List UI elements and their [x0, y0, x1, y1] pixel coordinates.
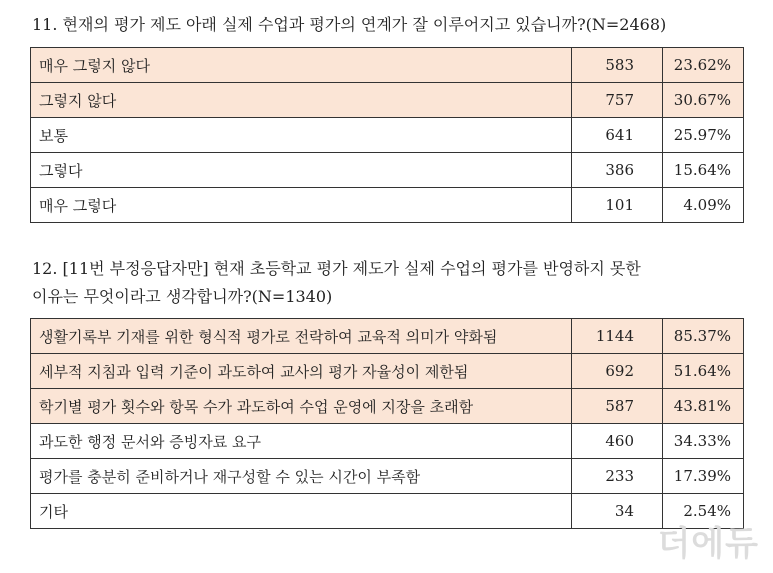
response-count: 101 [572, 188, 663, 223]
table-row [31, 424, 744, 459]
table-row [31, 354, 744, 389]
q11-title: 11. 현재의 평가 제도 아래 실제 수업과 평가의 연계가 잘 이루어지고 있습니까?(N=2468) [32, 15, 667, 34]
table-row [31, 494, 744, 529]
response-label: 보통 [31, 118, 572, 153]
response-percent: 23.62% [663, 48, 744, 83]
response-count: 583 [572, 48, 663, 83]
q11-response-table [30, 47, 744, 223]
response-count: 757 [572, 83, 663, 118]
q12-table-body [31, 319, 744, 529]
table-row [31, 83, 744, 118]
response-label: 과도한 행정 문서와 증빙자료 요구 [31, 424, 572, 459]
table-row [31, 118, 744, 153]
response-label: 세부적 지침과 입력 기준이 과도하여 교사의 평가 자율성이 제한됨 [31, 354, 572, 389]
response-percent: 17.39% [663, 459, 744, 494]
q12-response-table [30, 318, 744, 529]
response-count: 587 [572, 389, 663, 424]
response-count: 692 [572, 354, 663, 389]
response-count: 1144 [572, 319, 663, 354]
response-percent: 51.64% [663, 354, 744, 389]
response-percent: 15.64% [663, 153, 744, 188]
response-count: 386 [572, 153, 663, 188]
table-row [31, 153, 744, 188]
q11-table-body [31, 48, 744, 223]
table-row [31, 319, 744, 354]
response-percent: 4.09% [663, 188, 744, 223]
response-label: 평가를 충분히 준비하거나 재구성할 수 있는 시간이 부족함 [31, 459, 572, 494]
response-count: 460 [572, 424, 663, 459]
response-label: 매우 그렇지 않다 [31, 48, 572, 83]
response-count: 641 [572, 118, 663, 153]
response-percent: 30.67% [663, 83, 744, 118]
response-percent: 25.97% [663, 118, 744, 153]
response-label: 그렇지 않다 [31, 83, 572, 118]
q12-title-line-2: 이유는 무엇이라고 생각합니까?(N=1340) [32, 287, 333, 306]
table-row [31, 389, 744, 424]
response-percent: 85.37% [663, 319, 744, 354]
response-label: 기타 [31, 494, 572, 529]
watermark-logo: 더에듀 [657, 524, 759, 564]
response-label: 그렇다 [31, 153, 572, 188]
response-count: 233 [572, 459, 663, 494]
response-count: 34 [572, 494, 663, 529]
response-percent: 43.81% [663, 389, 744, 424]
response-label: 학기별 평가 횟수와 항목 수가 과도하여 수업 운영에 지장을 초래함 [31, 389, 572, 424]
table-row [31, 188, 744, 223]
table-row [31, 459, 744, 494]
response-percent: 2.54% [663, 494, 744, 529]
q12-title-line-1: 12. [11번 부정응답자만] 현재 초등학교 평가 제도가 실제 수업의 평가를 반영하지 못한 [32, 259, 641, 278]
response-label: 생활기록부 기재를 위한 형식적 평가로 전락하여 교육적 의미가 약화됨 [31, 319, 572, 354]
response-label: 매우 그렇다 [31, 188, 572, 223]
response-percent: 34.33% [663, 424, 744, 459]
table-row [31, 48, 744, 83]
